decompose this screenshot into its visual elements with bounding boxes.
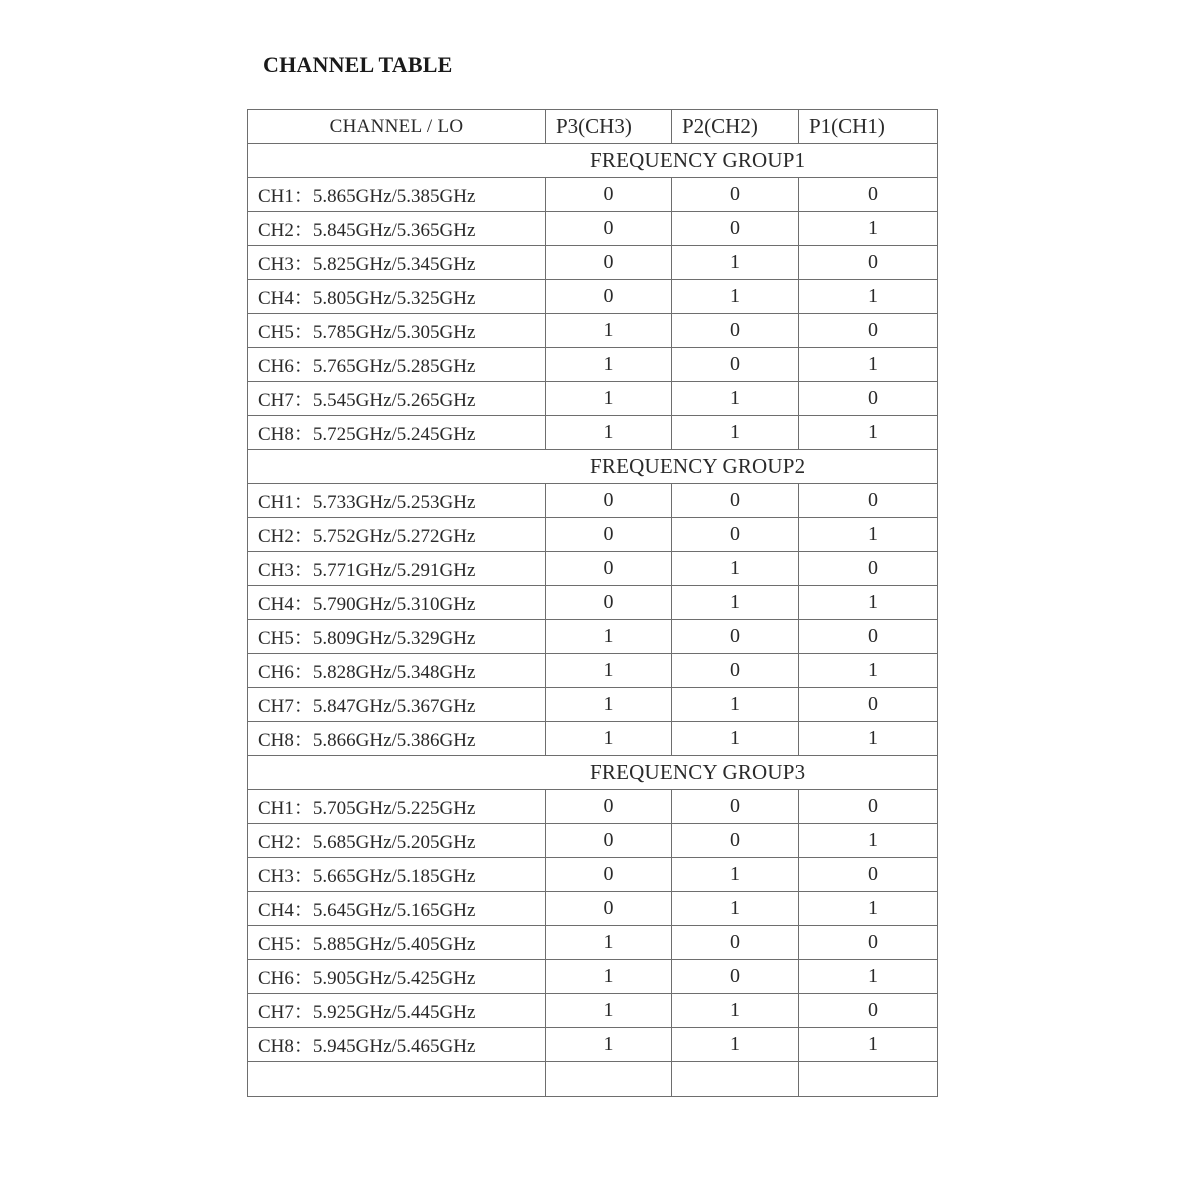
column-header-channel-lo: CHANNEL / LO [248,110,546,144]
p2-bit-cell: 0 [672,654,799,688]
channel-frequency-cell: CH6：5.765GHz/5.285GHz [248,348,546,382]
frequency-group-title: FREQUENCY GROUP1 [248,144,938,178]
p2-bit-cell: 1 [672,382,799,416]
table-row [248,858,938,892]
p2-bit-cell: 0 [672,314,799,348]
page-title: CHANNEL TABLE [263,52,453,77]
channel-frequency-cell: CH8：5.725GHz/5.245GHz [248,416,546,450]
p2-bit-cell: 1 [672,688,799,722]
p1-bit-cell: 0 [799,484,938,518]
channel-frequency-cell: CH3：5.771GHz/5.291GHz [248,552,546,586]
table-row [248,926,938,960]
p2-bit-cell: 1 [672,994,799,1028]
table-row [248,960,938,994]
empty-cell [672,1062,799,1097]
p2-bit-cell: 0 [672,178,799,212]
frequency-group-title: FREQUENCY GROUP2 [248,450,938,484]
p3-bit-cell: 1 [546,960,672,994]
p3-bit-cell: 1 [546,688,672,722]
p2-bit-cell: 1 [672,416,799,450]
table-row [248,212,938,246]
empty-cell [248,1062,546,1097]
channel-frequency-cell: CH4：5.790GHz/5.310GHz [248,586,546,620]
table-row [248,654,938,688]
p3-bit-cell: 1 [546,314,672,348]
p2-bit-cell: 1 [672,722,799,756]
p1-bit-cell: 1 [799,960,938,994]
p3-bit-cell: 1 [546,348,672,382]
channel-frequency-cell: CH1：5.865GHz/5.385GHz [248,178,546,212]
table-row [248,484,938,518]
p1-bit-cell: 0 [799,382,938,416]
channel-frequency-cell: CH3：5.665GHz/5.185GHz [248,858,546,892]
table-row [248,1028,938,1062]
table-row [248,246,938,280]
p3-bit-cell: 1 [546,994,672,1028]
p3-bit-cell: 1 [546,1028,672,1062]
table-row [248,280,938,314]
p3-bit-cell: 0 [546,586,672,620]
p2-bit-cell: 0 [672,518,799,552]
p2-bit-cell: 1 [672,246,799,280]
column-header-p3: P3(CH3) [546,110,672,144]
channel-frequency-cell: CH1：5.733GHz/5.253GHz [248,484,546,518]
p3-bit-cell: 0 [546,892,672,926]
table-row [248,892,938,926]
p2-bit-cell: 0 [672,824,799,858]
p1-bit-cell: 1 [799,654,938,688]
p2-bit-cell: 1 [672,280,799,314]
p3-bit-cell: 0 [546,824,672,858]
p3-bit-cell: 1 [546,620,672,654]
channel-frequency-cell: CH7：5.847GHz/5.367GHz [248,688,546,722]
channel-frequency-cell: CH6：5.828GHz/5.348GHz [248,654,546,688]
channel-frequency-cell: CH3：5.825GHz/5.345GHz [248,246,546,280]
channel-frequency-cell: CH4：5.805GHz/5.325GHz [248,280,546,314]
channel-table [247,109,938,1097]
p1-bit-cell: 0 [799,858,938,892]
p2-bit-cell: 1 [672,552,799,586]
p1-bit-cell: 0 [799,178,938,212]
p2-bit-cell: 0 [672,212,799,246]
table-body [248,144,938,1097]
p3-bit-cell: 1 [546,926,672,960]
p3-bit-cell: 0 [546,484,672,518]
p1-bit-cell: 0 [799,790,938,824]
p1-bit-cell: 1 [799,824,938,858]
p3-bit-cell: 0 [546,246,672,280]
table-row [248,552,938,586]
channel-frequency-cell: CH7：5.545GHz/5.265GHz [248,382,546,416]
p1-bit-cell: 0 [799,994,938,1028]
channel-frequency-cell: CH8：5.866GHz/5.386GHz [248,722,546,756]
p3-bit-cell: 0 [546,518,672,552]
p1-bit-cell: 0 [799,246,938,280]
p1-bit-cell: 1 [799,518,938,552]
channel-frequency-cell: CH1：5.705GHz/5.225GHz [248,790,546,824]
table-row [248,178,938,212]
p2-bit-cell: 0 [672,348,799,382]
channel-frequency-cell: CH2：5.685GHz/5.205GHz [248,824,546,858]
p1-bit-cell: 0 [799,620,938,654]
p2-bit-cell: 1 [672,892,799,926]
column-header-p2: P2(CH2) [672,110,799,144]
p1-bit-cell: 0 [799,552,938,586]
p1-bit-cell: 1 [799,348,938,382]
p3-bit-cell: 0 [546,858,672,892]
p3-bit-cell: 0 [546,790,672,824]
p1-bit-cell: 0 [799,688,938,722]
p3-bit-cell: 1 [546,382,672,416]
p1-bit-cell: 1 [799,586,938,620]
table-row [248,824,938,858]
channel-frequency-cell: CH5：5.809GHz/5.329GHz [248,620,546,654]
p2-bit-cell: 0 [672,960,799,994]
p3-bit-cell: 0 [546,212,672,246]
p1-bit-cell: 1 [799,280,938,314]
p1-bit-cell: 0 [799,926,938,960]
table-row [248,382,938,416]
channel-frequency-cell: CH7：5.925GHz/5.445GHz [248,994,546,1028]
p3-bit-cell: 1 [546,416,672,450]
p1-bit-cell: 1 [799,892,938,926]
column-header-p1: P1(CH1) [799,110,938,144]
group-header-row [248,756,938,790]
channel-frequency-cell: CH8：5.945GHz/5.465GHz [248,1028,546,1062]
p2-bit-cell: 0 [672,620,799,654]
p2-bit-cell: 0 [672,484,799,518]
frequency-group-title: FREQUENCY GROUP3 [248,756,938,790]
table-row [248,722,938,756]
empty-cell [546,1062,672,1097]
table-row [248,688,938,722]
channel-frequency-cell: CH5：5.785GHz/5.305GHz [248,314,546,348]
channel-frequency-cell: CH2：5.752GHz/5.272GHz [248,518,546,552]
p3-bit-cell: 1 [546,722,672,756]
empty-cell [799,1062,938,1097]
channel-frequency-cell: CH4：5.645GHz/5.165GHz [248,892,546,926]
p2-bit-cell: 1 [672,858,799,892]
empty-row [248,1062,938,1097]
p1-bit-cell: 1 [799,416,938,450]
table-row [248,994,938,1028]
p3-bit-cell: 1 [546,654,672,688]
p2-bit-cell: 1 [672,1028,799,1062]
group-header-row [248,144,938,178]
table-row [248,314,938,348]
p3-bit-cell: 0 [546,552,672,586]
table-row [248,790,938,824]
p3-bit-cell: 0 [546,280,672,314]
table-row [248,620,938,654]
channel-frequency-cell: CH2：5.845GHz/5.365GHz [248,212,546,246]
p1-bit-cell: 0 [799,314,938,348]
p2-bit-cell: 0 [672,790,799,824]
p1-bit-cell: 1 [799,212,938,246]
table-row [248,348,938,382]
p2-bit-cell: 1 [672,586,799,620]
table-header-row [248,110,938,144]
channel-frequency-cell: CH6：5.905GHz/5.425GHz [248,960,546,994]
channel-frequency-cell: CH5：5.885GHz/5.405GHz [248,926,546,960]
table-row [248,586,938,620]
group-header-row [248,450,938,484]
table-row [248,416,938,450]
p2-bit-cell: 0 [672,926,799,960]
p1-bit-cell: 1 [799,1028,938,1062]
table-row [248,518,938,552]
p1-bit-cell: 1 [799,722,938,756]
p3-bit-cell: 0 [546,178,672,212]
